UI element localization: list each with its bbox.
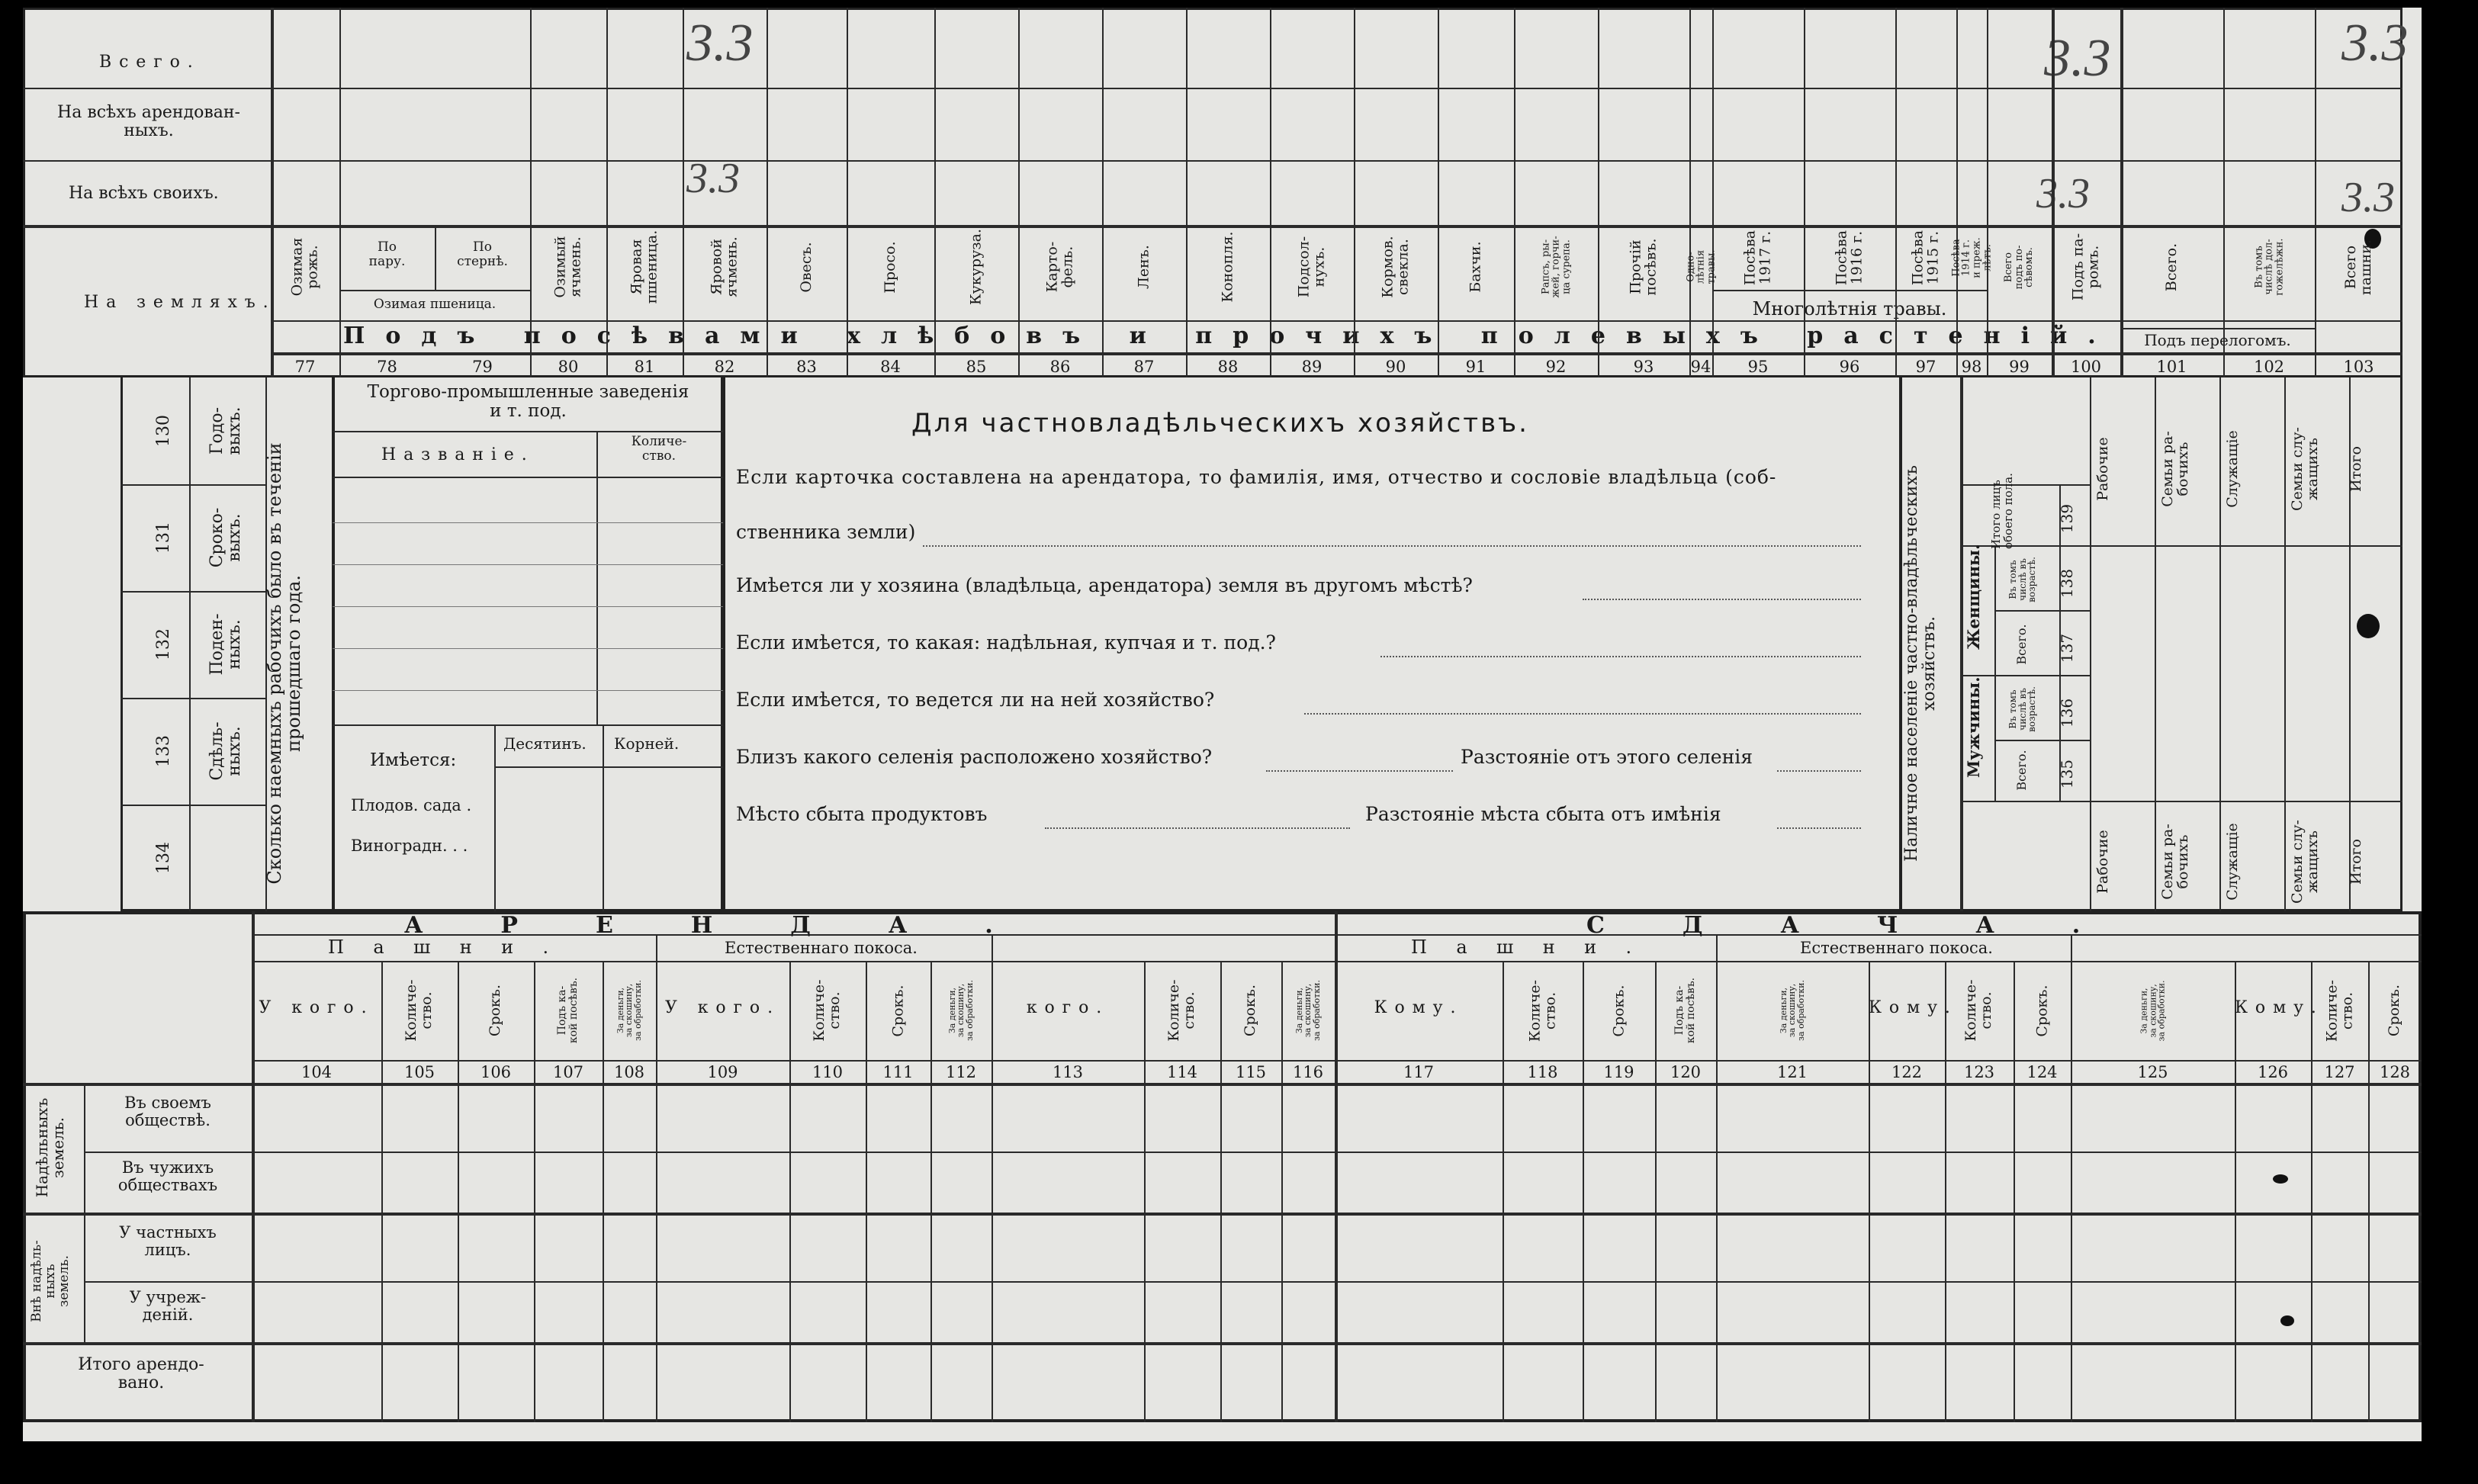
divider xyxy=(333,477,723,478)
crop-label: По стернѣ. xyxy=(457,239,508,269)
crop-number: 79 xyxy=(472,358,493,376)
divider xyxy=(2368,961,2370,1422)
ink-spot xyxy=(2280,1315,2294,1326)
crop-number: 83 xyxy=(796,358,817,376)
u-chastnykh-label: У частныхъ лицъ. xyxy=(119,1223,217,1260)
pashni-arenda: Пашни. xyxy=(328,936,578,958)
divider xyxy=(1220,961,1222,1422)
desyatin-header: Десятинъ. xyxy=(503,734,587,753)
divider xyxy=(1335,911,1338,1422)
lease-header: За деньги, за скошину, за обработки. xyxy=(615,980,643,1041)
crop-label: Всего. xyxy=(2162,243,2180,291)
lease-header: Количе- ство. xyxy=(2322,979,2355,1042)
crop-label: Просо. xyxy=(881,240,898,294)
pop-col-label: Семьи слу- жащихъ xyxy=(2288,820,2321,904)
divider xyxy=(2014,961,2015,1422)
worker-number: 131 xyxy=(154,522,173,554)
lease-header: Кому. xyxy=(1869,998,1958,1017)
pop-col-label: Семьи ра- бочихъ xyxy=(2158,824,2191,900)
answer-line xyxy=(1777,770,1861,772)
lease-number: 110 xyxy=(812,1063,844,1081)
pod-posevami-banner: Подъ посѣвами хлѣбовъ и прочихъ полевыхъ растеній. xyxy=(343,323,2116,349)
lease-header: Подъ ка- кой посѣвъ. xyxy=(1673,977,1697,1044)
lease-number: 112 xyxy=(945,1063,977,1081)
private-q1: Если карточка составлена на арендатора, то фамилія, имя, отчество и сословіе владѣльца (соб- xyxy=(736,466,1777,488)
vinograd-label: Виноградн. . . xyxy=(351,837,468,855)
imeetsya-label: Имѣется: xyxy=(370,750,457,770)
answer-line xyxy=(1777,827,1861,829)
lease-number: 122 xyxy=(1891,1063,1923,1081)
divider xyxy=(1438,8,1439,377)
lease-number: 125 xyxy=(2137,1063,2168,1081)
divider xyxy=(23,88,2402,89)
divider xyxy=(2315,8,2316,377)
worker-label: Поден- ныхъ. xyxy=(207,613,245,676)
divider xyxy=(1102,8,1104,377)
divider xyxy=(494,766,723,768)
pop-col-label: Рабочие xyxy=(2094,437,2111,501)
pop-col-label: Итого xyxy=(2348,446,2364,492)
divider xyxy=(534,961,535,1422)
divider xyxy=(494,724,496,911)
private-q6: Мѣсто сбыта продуктовъ xyxy=(736,803,988,825)
crop-number: 100 xyxy=(2070,358,2102,376)
crop-number: 99 xyxy=(2009,358,2030,376)
divider xyxy=(84,1083,85,1342)
lease-header: Кому. xyxy=(1374,998,1464,1017)
divider xyxy=(1598,8,1599,377)
vne-nadelnykh-label: Внѣ надѣль- ныхъ земель. xyxy=(29,1240,72,1322)
divider xyxy=(271,352,2402,355)
lease-number: 106 xyxy=(480,1063,512,1081)
lease-number: 121 xyxy=(1776,1063,1808,1081)
lease-header: Срокъ. xyxy=(2033,984,2050,1037)
divider xyxy=(333,690,723,691)
crop-number: 95 xyxy=(1747,358,1769,376)
lease-number: 114 xyxy=(1166,1063,1198,1081)
pop-num: 139 xyxy=(2058,503,2076,534)
crop-number: 90 xyxy=(1385,358,1406,376)
divider xyxy=(2071,934,2072,1422)
divider xyxy=(1018,8,1020,377)
lease-header: За деньги, за скошину, за обработки. xyxy=(1294,980,1322,1041)
arenda-banner: АРЕНДА. xyxy=(404,912,1071,939)
divider xyxy=(1186,8,1188,377)
divider xyxy=(458,961,459,1422)
lease-header: Кому. xyxy=(2235,998,2324,1017)
crop-number: 81 xyxy=(634,358,655,376)
lease-header: Срокъ. xyxy=(2386,984,2403,1037)
lease-number: 108 xyxy=(613,1063,645,1081)
lease-header: Срокъ. xyxy=(487,984,504,1037)
population-title: Наличное населеніе частно-владѣльческихъ хозяйствъ. xyxy=(1902,465,1940,862)
crop-number: 87 xyxy=(1133,358,1155,376)
lease-number: 127 xyxy=(2324,1063,2355,1081)
worker-label: Годо- выхъ. xyxy=(207,406,245,455)
divider xyxy=(1994,545,1996,801)
private-q2: Имѣется ли у хозяина (владѣльца, арендатора) земля въ другомъ мѣстѣ? xyxy=(736,574,1473,596)
divider xyxy=(1945,961,1946,1422)
worker-number: 134 xyxy=(154,842,173,874)
itogo-arendovano-label: Итого арендо- вано. xyxy=(78,1355,204,1393)
lease-number: 124 xyxy=(2026,1063,2058,1081)
divider xyxy=(333,522,723,523)
crop-label: Всего подъ по- сѣвомъ. xyxy=(2003,245,2036,289)
answer-line xyxy=(1380,656,1861,657)
crop-number: 97 xyxy=(1915,358,1936,376)
crop-label: Посѣва 1914 г. и преж. лѣтъ. xyxy=(1949,237,1993,278)
row-label-vsego: Всего. xyxy=(99,53,201,72)
v-chuzhikh-label: Въ чужихъ обществахъ xyxy=(117,1158,218,1195)
divider xyxy=(1956,8,1958,377)
divider xyxy=(1994,610,2090,612)
korney-header: Корней. xyxy=(614,734,680,753)
crop-label: По пару. xyxy=(368,239,406,269)
skolko-rabochikh-label: Сколько наемныхъ рабочихъ было въ теченіи прошедшаго года. xyxy=(264,442,305,885)
divider xyxy=(1514,8,1515,377)
lease-number: 120 xyxy=(1670,1063,1702,1081)
census-card xyxy=(23,8,2422,1441)
divider xyxy=(596,431,598,724)
lease-header: За деньги, за скошину, за обработки. xyxy=(2139,980,2167,1041)
pop-col-label: Семьи слу- жащихъ xyxy=(2288,427,2321,511)
lease-number: 104 xyxy=(301,1063,333,1081)
muzh-vsego: Всего. xyxy=(2014,750,2029,791)
crop-label: Подъ па- ромъ. xyxy=(2069,233,2101,301)
crop-label: Карто- фель. xyxy=(1043,241,1075,293)
divider xyxy=(333,431,723,432)
crop-number: 78 xyxy=(377,358,397,376)
lease-header: кого. xyxy=(1026,998,1110,1017)
lease-header: У кого. xyxy=(665,998,780,1017)
divider xyxy=(530,8,532,377)
crop-number: 84 xyxy=(880,358,901,376)
sdacha-banner: СДАЧА. xyxy=(1586,912,2158,939)
ozimaya-pshenitsa-label: Озимая пшеница. xyxy=(373,297,497,312)
lease-number: 126 xyxy=(2257,1063,2289,1081)
worker-label xyxy=(208,816,254,900)
lease-header: Срокъ. xyxy=(1609,984,1627,1037)
crop-number: 89 xyxy=(1301,358,1323,376)
crop-label: Яровой ячмень. xyxy=(708,236,740,297)
crop-number: 92 xyxy=(1545,358,1567,376)
lease-header: Количе- ство. xyxy=(811,979,843,1042)
handwritten-value: 3.3 xyxy=(686,155,740,202)
lease-number: 119 xyxy=(1603,1063,1634,1081)
crop-label: Кормов. свекла. xyxy=(1379,236,1411,298)
zhen-vsego: Всего. xyxy=(2014,624,2029,665)
divider xyxy=(121,698,265,699)
worker-number: 132 xyxy=(154,628,173,660)
crop-label: Въ томъ числѣ дол- гожелѣжн. xyxy=(2252,238,2285,296)
lease-number: 107 xyxy=(552,1063,584,1081)
private-q5b: Разстояніе отъ этого селенія xyxy=(1461,746,1753,768)
u-uchrezh-label: У учреж- деній. xyxy=(129,1288,207,1325)
crop-number: 93 xyxy=(1633,358,1654,376)
row-label-arend: На всѣхъ арендован- ныхъ. xyxy=(57,103,240,141)
worker-number: 133 xyxy=(154,735,173,767)
crop-label: Озимая рожь. xyxy=(288,237,320,297)
divider xyxy=(121,805,265,806)
crop-number: 85 xyxy=(966,358,987,376)
divider xyxy=(1712,8,1714,377)
divider xyxy=(789,961,791,1422)
pokos-sdacha: Естественнаго покоса. xyxy=(1800,939,1993,957)
lease-number: 128 xyxy=(2379,1063,2411,1081)
lease-header: У кого. xyxy=(259,998,374,1017)
divider xyxy=(2155,377,2156,911)
crop-label: Ленъ. xyxy=(1135,245,1152,289)
answer-line xyxy=(1045,827,1350,829)
crop-label: Подсол- нухъ. xyxy=(1295,236,1327,298)
worker-label: Сроко- выхъ. xyxy=(207,507,245,568)
pop-col-label: Итого xyxy=(2348,839,2364,885)
lease-header: За деньги, за скошину, за обработки. xyxy=(947,980,975,1041)
worker-label: Сдѣль- ныхъ. xyxy=(207,721,245,781)
lease-number: 105 xyxy=(403,1063,435,1081)
private-q1b: ственника земли) xyxy=(736,521,916,543)
divider xyxy=(271,8,274,377)
sad-label: Плодов. сада . xyxy=(351,796,472,814)
crop-label: Одно- лѣтнія травы. xyxy=(1684,249,1717,284)
lease-number: 113 xyxy=(1052,1063,1084,1081)
private-q5: Близъ какого селенія расположено хозяйство? xyxy=(736,746,1213,768)
divider xyxy=(847,8,848,377)
divider xyxy=(1655,961,1657,1422)
crop-number: 80 xyxy=(558,358,579,376)
divider xyxy=(1281,961,1283,1422)
divider xyxy=(1960,377,1963,911)
divider xyxy=(767,8,768,377)
handwritten-value: 3.3 xyxy=(686,14,754,72)
pod-perelogom-label: Подъ перелогомъ. xyxy=(2144,331,2291,349)
divider xyxy=(333,564,723,565)
divider xyxy=(339,8,341,377)
divider xyxy=(23,160,2402,162)
crop-label: Посѣва 1917 г. xyxy=(1741,230,1773,286)
crop-number: 96 xyxy=(1839,358,1860,376)
handwritten-value: 3.3 xyxy=(2341,174,2395,221)
divider xyxy=(271,320,2402,322)
divider xyxy=(930,961,932,1422)
crop-label: Конопля. xyxy=(1219,231,1236,303)
divider xyxy=(606,8,608,377)
divider xyxy=(339,290,530,291)
zhen-v-tom-chisle: Въ томъ числѣ въ возрастѣ. xyxy=(2007,557,2038,602)
zhenshchiny-label: Женщины. xyxy=(1964,544,1983,650)
muzh-v-tom-chisle: Въ томъ числѣ въ возрастѣ. xyxy=(2007,686,2038,732)
divider xyxy=(2219,377,2221,911)
pop-num: 138 xyxy=(2058,568,2076,599)
crop-label: Всего пашни. xyxy=(2341,239,2374,295)
ink-spot xyxy=(2357,614,2380,638)
divider xyxy=(2120,328,2315,329)
divider xyxy=(121,591,265,593)
handwritten-value: 3.3 xyxy=(2044,29,2111,88)
crop-number: 102 xyxy=(2253,358,2285,376)
divider xyxy=(1144,961,1146,1422)
divider xyxy=(934,8,936,377)
divider xyxy=(2311,961,2312,1422)
crop-number: 86 xyxy=(1049,358,1071,376)
crop-number: 98 xyxy=(1961,358,1982,376)
lease-header: Срокъ. xyxy=(889,984,906,1037)
divider xyxy=(1583,961,1584,1422)
pashni-sdacha: Пашни. xyxy=(1411,936,1661,958)
crop-label: Яровая пшеница. xyxy=(628,230,660,304)
v-svoem-label: Въ своемъ обществѣ. xyxy=(124,1094,211,1130)
lease-header: Количе- ство. xyxy=(1165,979,1197,1042)
worker-number: 130 xyxy=(154,415,173,447)
divider xyxy=(2284,377,2286,911)
nadelnykh-label: Надѣльныхъ земель. xyxy=(33,1097,67,1198)
divider xyxy=(2052,8,2055,377)
lease-header: Подъ ка- кой посѣвъ. xyxy=(556,977,580,1044)
private-q4: Если имѣется, то ведется ли на ней хозяйство? xyxy=(736,689,1215,711)
divider xyxy=(1270,8,1271,377)
lease-header: За деньги, за скошину, за обработки. xyxy=(1778,980,1806,1041)
row-label-na-zemlyakh: На земляхъ. xyxy=(84,293,276,312)
trade-name-header: Названіе. xyxy=(381,445,535,464)
divider xyxy=(1354,8,1355,377)
divider xyxy=(2090,377,2091,911)
private-q3: Если имѣется, то какая: надѣльная, купчая и т. под.? xyxy=(736,631,1276,654)
trade-title: Торгово-промышленные заведенія и т. под. xyxy=(367,382,689,422)
private-title: Для частновладѣльческихъ хозяйствъ. xyxy=(911,408,1529,438)
lease-number: 117 xyxy=(1403,1063,1435,1081)
lease-header: Количе- ство. xyxy=(1962,979,1994,1042)
divider xyxy=(2120,8,2123,377)
divider xyxy=(1689,8,1691,377)
divider xyxy=(1987,8,1988,377)
pop-col-label: Рабочие xyxy=(2094,830,2111,894)
handwritten-value: 3.3 xyxy=(2341,14,2409,72)
divider xyxy=(1503,961,1504,1422)
divider xyxy=(2223,8,2225,377)
divider xyxy=(252,911,255,1422)
divider xyxy=(683,8,684,377)
row-label-svoikh: На всѣхъ своихъ. xyxy=(69,184,219,203)
lease-number: 111 xyxy=(882,1063,914,1081)
lease-header: Срокъ. xyxy=(1242,984,1259,1037)
lease-number: 116 xyxy=(1292,1063,1324,1081)
pop-col-label: Служащіе xyxy=(2223,430,2241,508)
pokos-arenda: Естественнаго покоса. xyxy=(725,939,918,957)
divider xyxy=(333,648,723,649)
crop-number: 91 xyxy=(1465,358,1486,376)
lease-header: Количе- ство. xyxy=(1525,979,1558,1042)
lease-header: Количе- ство. xyxy=(403,979,435,1042)
crop-number: 82 xyxy=(714,358,735,376)
divider xyxy=(603,724,604,911)
divider xyxy=(1716,934,1718,1422)
answer-line xyxy=(1266,770,1453,772)
mnogoletnie-label: Многолѣтнія травы. xyxy=(1752,298,1947,320)
divider xyxy=(1960,484,2090,486)
crop-label: Прочій посѣвъ. xyxy=(1627,238,1659,296)
lease-number: 115 xyxy=(1235,1063,1267,1081)
divider xyxy=(1804,8,1805,377)
crop-label: Овесъ. xyxy=(797,241,815,293)
divider xyxy=(333,724,723,726)
divider xyxy=(381,961,383,1422)
pop-col-label: Семьи ра- бочихъ xyxy=(2158,431,2191,507)
answer-line xyxy=(923,545,1861,547)
crop-label: Посѣва 1915 г. xyxy=(1909,230,1941,286)
lease-number: 118 xyxy=(1527,1063,1558,1081)
trade-count-header: Количе- ство. xyxy=(631,434,687,464)
crop-number: 77 xyxy=(294,358,316,376)
crop-number: 88 xyxy=(1217,358,1239,376)
handwritten-value: 3.3 xyxy=(2036,170,2090,217)
lease-number: 123 xyxy=(1963,1063,1995,1081)
divider xyxy=(1869,961,1870,1422)
crop-number: 94 xyxy=(1690,358,1711,376)
crop-label: Кукуруза. xyxy=(967,229,985,306)
answer-line xyxy=(1304,713,1861,715)
divider xyxy=(866,961,867,1422)
pop-num: 136 xyxy=(2058,698,2076,728)
itogo-obo-pola: Итого лицъ обоего пола. xyxy=(1989,473,2015,549)
private-q6b: Разстояніе мѣста сбыта отъ имѣнія xyxy=(1365,803,1721,825)
crop-number: 103 xyxy=(2343,358,2374,376)
ink-spot xyxy=(2273,1174,2288,1184)
answer-line xyxy=(1583,599,1861,600)
pop-num: 135 xyxy=(2058,759,2076,789)
pop-num: 137 xyxy=(2058,633,2076,663)
divider xyxy=(121,484,265,486)
divider xyxy=(1895,8,1897,377)
crop-label: Бахчи. xyxy=(1467,241,1484,293)
divider xyxy=(1994,740,2090,741)
divider xyxy=(189,377,191,911)
lease-number: 109 xyxy=(707,1063,738,1081)
crop-label: Посѣва 1916 г. xyxy=(1833,230,1865,286)
pop-col-label: Служащіе xyxy=(2223,823,2241,901)
crop-label: Рапсъ, ры- жей, горчи- ца сурепа. xyxy=(1539,236,1572,298)
crop-label: Озимый ячмень. xyxy=(551,236,583,298)
divider xyxy=(603,961,604,1422)
divider xyxy=(333,606,723,607)
crop-number: 101 xyxy=(2156,358,2187,376)
muzhchiny-label: Мужчины. xyxy=(1964,676,1983,778)
divider xyxy=(2235,961,2236,1422)
